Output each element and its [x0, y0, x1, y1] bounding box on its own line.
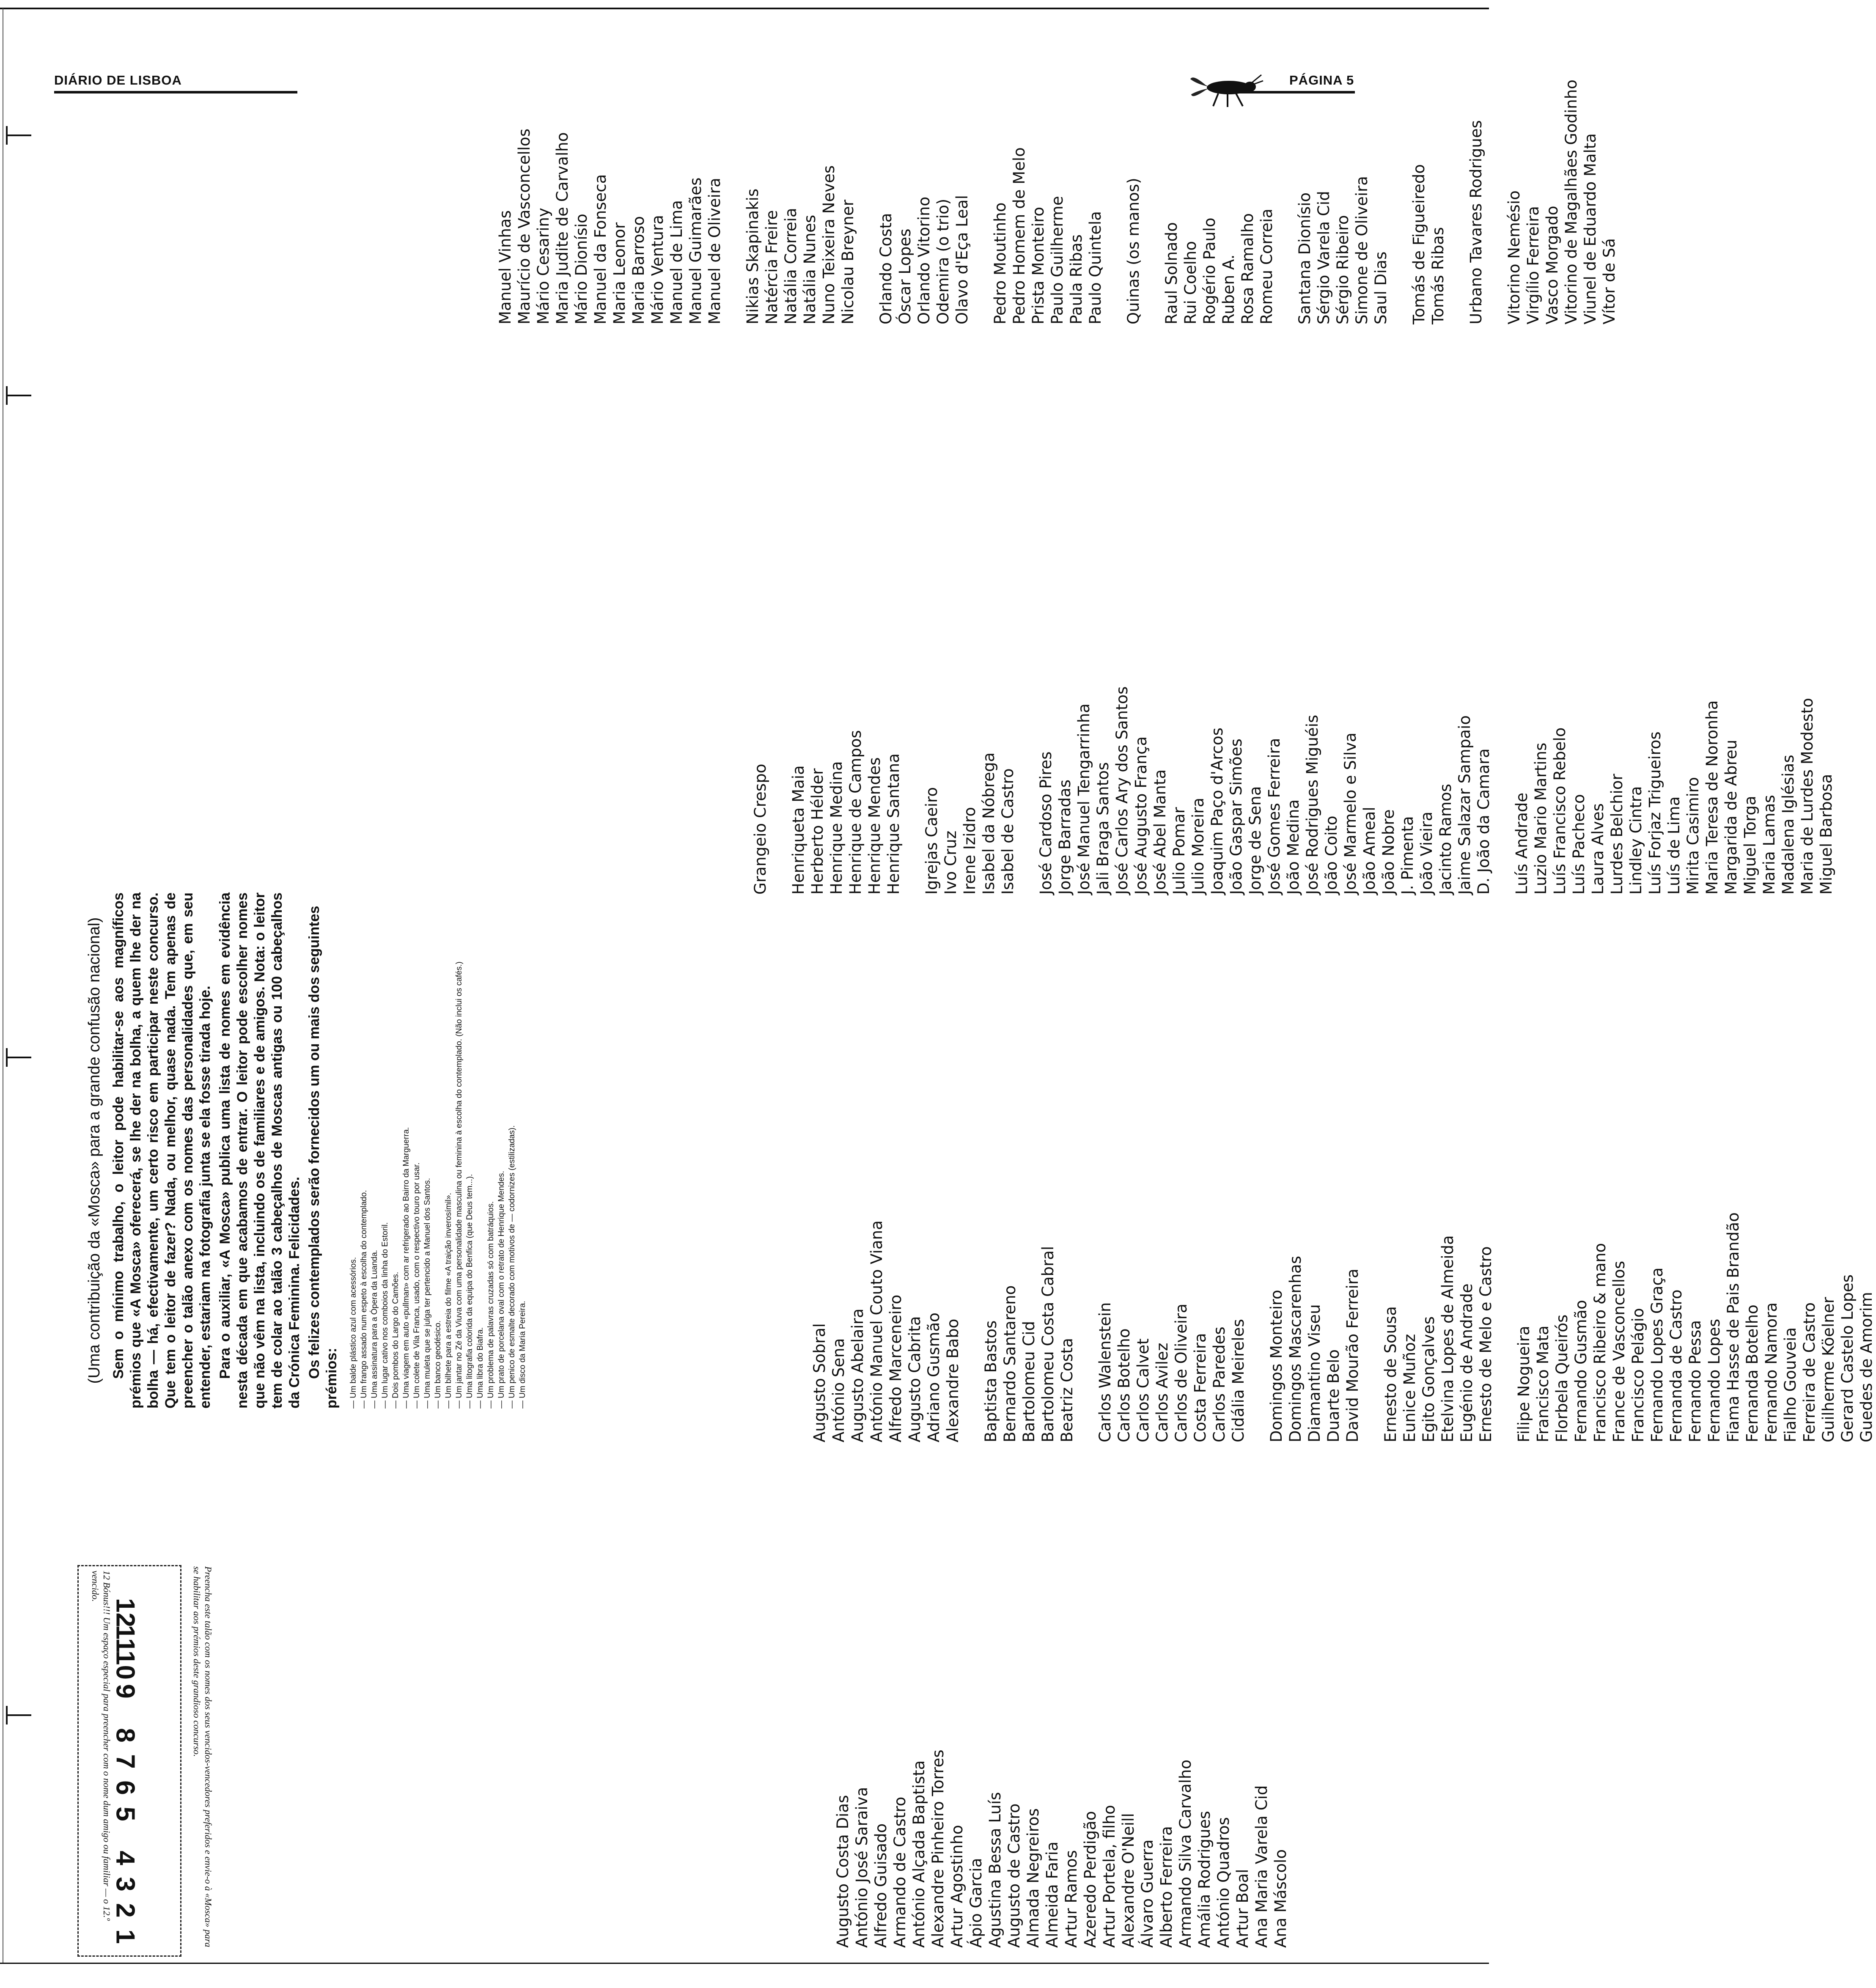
- prize-item: — Dois pombos do Largo do Camões.: [390, 892, 401, 1409]
- person-name: Eugénio de Andrade: [1458, 1283, 1476, 1442]
- person-name: Fernanda de Castro: [1667, 1289, 1685, 1442]
- person-name: D. João da Camara: [1475, 748, 1493, 895]
- person-name: Carlos de Oliveira: [1172, 1303, 1190, 1442]
- person-name: Bartolomeu Cid: [1020, 1321, 1038, 1442]
- person-name: Prista Monteiro: [1029, 207, 1047, 324]
- person-name: Ernesto de Melo e Castro: [1477, 1246, 1495, 1442]
- coupon-slot-number: 12: [110, 1598, 140, 1627]
- prize-item: — Uma assinatura para a Ópera da Luanda.: [369, 892, 380, 1409]
- person-name: Saul Dias: [1372, 251, 1390, 324]
- person-name: Fialho Gouveia: [1781, 1327, 1799, 1442]
- person-name: Tomás de Figueiredo: [1410, 164, 1428, 324]
- person-name: João Gaspar Simões: [1227, 739, 1245, 895]
- group-spacer: [962, 977, 981, 1442]
- person-name: Almada Negreiros: [1024, 1808, 1042, 1948]
- person-name: Viunel de Eduardo Malta: [1581, 133, 1599, 324]
- person-name: Ana Máscolo: [1272, 1849, 1290, 1948]
- person-name: Francisco Mata: [1534, 1325, 1552, 1442]
- person-name: António Manuel Couto Viana: [868, 1220, 886, 1442]
- person-name: Fernando Lopes Graça: [1648, 1267, 1666, 1442]
- person-name: Raul Solnado: [1162, 222, 1181, 324]
- person-name: Rogério Paulo: [1200, 217, 1219, 324]
- coupon-slot-number: 11: [110, 1625, 140, 1653]
- person-name: Alfredo Marceneiro: [887, 1294, 905, 1442]
- person-name: Jorge Barradas: [1056, 779, 1074, 895]
- person-name: Virgílio Ferreira: [1524, 206, 1542, 324]
- paper-name: DIÁRIO DE LISBOA: [54, 73, 182, 88]
- coupon-slot-number: 2: [110, 1903, 140, 1918]
- person-name: Pedro Moutinho: [991, 202, 1009, 324]
- person-name: Etelvina Lopes de Almeida: [1439, 1235, 1457, 1442]
- person-name: Henrique de Campos: [846, 730, 865, 895]
- prizes-list: [348, 892, 528, 1409]
- person-name: Joaquim Paço d'Arcos: [1208, 728, 1226, 895]
- person-name: Egito Gonçalves: [1420, 1316, 1438, 1442]
- person-name: Maria Barroso: [629, 216, 648, 324]
- person-name: Luís de Lima: [1665, 796, 1683, 895]
- person-name: Henrique Medina: [827, 761, 846, 895]
- person-name: Orlando Vitorino: [915, 196, 933, 324]
- person-name: Julio Moreira: [1189, 797, 1207, 895]
- person-name: Alexandre Babo: [944, 1318, 962, 1442]
- person-name: António José Saraiva: [853, 1787, 871, 1948]
- person-name: Ivo Cruz: [942, 830, 960, 895]
- person-name: Henriqueta Maia: [789, 765, 808, 895]
- person-name: Herberto Hélder: [808, 768, 827, 895]
- person-name: Paulo Quintela: [1086, 211, 1104, 324]
- person-name: Sérgio Varela Cid: [1315, 191, 1333, 324]
- person-name: Cidália Meireles: [1229, 1319, 1247, 1442]
- person-name: Baptista Bastos: [982, 1320, 1000, 1442]
- person-name: Jorge de Sena: [1246, 786, 1264, 895]
- coupon-slot-number: 1: [110, 1929, 140, 1944]
- person-name: Diamantino Viseu: [1305, 1304, 1324, 1442]
- person-name: Margarida de Abreu: [1722, 739, 1740, 895]
- person-name: Guedes de Amorim: [1857, 1292, 1876, 1442]
- person-name: Mário Cesariny: [534, 208, 552, 324]
- intro-paragraph-2: Para o auxiliar, «A Mosca» publica uma lista de nomes em evidência nesta década em que acabamos de entrar. O leitor pode escolher nomes que não vêm na lista, incluindo os de familiares e de amigos. Nota: o leitor tem de colar ao talão 3 cabeçalhos de Moscas antigas ou 100 cabeçalhos da Crónica Feminina. Felicidades.: [217, 892, 302, 1409]
- group-spacer: [1248, 977, 1267, 1442]
- intro-block: [85, 892, 527, 1409]
- person-name: Adriano Gusmão: [925, 1313, 943, 1442]
- person-name: José Carlos Ary dos Santos: [1113, 686, 1131, 895]
- person-name: Laura Alves: [1589, 803, 1607, 895]
- person-name: Ápio Garcia: [967, 1858, 985, 1948]
- person-name: J. Pimenta: [1398, 816, 1417, 895]
- person-name: Natália Nunes: [801, 214, 819, 324]
- person-name: Olavo d'Eça Leal: [953, 195, 971, 324]
- person-name: Mário Ventura: [648, 215, 667, 324]
- person-name: Sérgio Ribeiro: [1334, 215, 1352, 324]
- coupon-instructions: Preencha este talão com os nomes dos seus vencidos-vencedores preferidos e envie-o à «Mosca» para se habilitar aos prémios deste grandioso concurso.: [192, 1566, 214, 1947]
- person-name: Costa Ferreira: [1191, 1333, 1209, 1442]
- person-name: João Coito: [1322, 816, 1340, 895]
- person-name: Isabel da Nóbrega: [980, 752, 998, 895]
- prize-item: — Um problema de palavras cruzadas só com batráquios.: [486, 892, 496, 1409]
- person-name: Luís Forjaz Trigueiros: [1646, 731, 1664, 895]
- person-name: Manuel de Oliveira: [706, 178, 724, 324]
- person-name: Maria Judite de Carvalho: [553, 132, 571, 324]
- person-name: Vitorino de Magalhães Godinho: [1562, 80, 1580, 324]
- person-name: António Sena: [830, 1338, 848, 1442]
- person-name: Armando de Castro: [891, 1796, 909, 1948]
- coupon-slot-number: 4: [110, 1851, 140, 1865]
- prize-item: — Um frango assado num espeto à escolha do contemplado.: [359, 892, 369, 1409]
- person-name: Maria Leonor: [610, 222, 629, 324]
- person-name: Jaime Salazar Sampaio: [1456, 715, 1474, 895]
- person-name: Pedro Homem de Melo: [1010, 147, 1028, 324]
- person-name: Fernando Lopes: [1705, 1318, 1723, 1442]
- person-name: Domingos Monteiro: [1267, 1290, 1285, 1442]
- person-name: Nuno Teixeira Neves: [820, 165, 838, 324]
- person-name: Ruben A.: [1220, 254, 1238, 324]
- person-name: Lindley Cintra: [1627, 786, 1645, 895]
- person-name: Artur Boal: [1233, 1869, 1252, 1948]
- person-name: Manuel da Fonseca: [591, 174, 610, 324]
- person-name: Rui Coelho: [1181, 241, 1200, 324]
- person-name: Azeredo Perdigão: [1081, 1811, 1099, 1948]
- group-spacer: [1448, 0, 1467, 324]
- group-spacer: [1486, 0, 1505, 324]
- person-name: Francisco Pelágio: [1629, 1308, 1647, 1442]
- names-column-1: [833, 1470, 1290, 1948]
- person-name: Carlos Paredes: [1210, 1326, 1228, 1442]
- prize-item: — Um colete de Vila Franca, usado, com o respectivo touro por usar.: [412, 892, 422, 1409]
- prize-item: — Um balde plástico azul com acessórios.: [348, 892, 359, 1409]
- person-name: Quinas (os manos): [1124, 178, 1143, 324]
- group-spacer: [1276, 0, 1295, 324]
- person-name: Alexandre O'Neill: [1119, 1813, 1137, 1948]
- coupon-slot-number: 9: [110, 1684, 140, 1699]
- person-name: Lurdes Belchior: [1608, 774, 1626, 895]
- group-spacer: [857, 0, 876, 324]
- person-name: Francisco Ribeiro & mano: [1591, 1243, 1609, 1442]
- person-name: Paula Ribas: [1067, 234, 1085, 324]
- coupon-slot-number: 7: [110, 1754, 140, 1769]
- person-name: Augusto Costa Dias: [834, 1795, 852, 1948]
- group-spacer: [1105, 0, 1124, 324]
- person-name: Augusto de Castro: [1005, 1803, 1023, 1948]
- person-name: Urbano Tavares Rodrigues: [1467, 120, 1485, 324]
- person-name: Alfredo Guisado: [872, 1823, 890, 1948]
- person-name: Artur Ramos: [1062, 1850, 1080, 1948]
- person-name: Ernesto de Sousa: [1382, 1306, 1400, 1442]
- names-column-3: [751, 429, 1836, 895]
- person-name: Bernardo Santareno: [1001, 1285, 1019, 1442]
- person-name: José Gomes Ferreira: [1265, 738, 1283, 895]
- person-name: Nikias Skapinakis: [744, 188, 762, 324]
- person-name: Guilherme Köelner: [1819, 1297, 1838, 1442]
- prize-item: — Um disco da Maria Pereira.: [517, 892, 528, 1409]
- person-name: Ana Maria Varela Cid: [1252, 1785, 1271, 1948]
- group-spacer: [770, 429, 789, 895]
- person-name: Eunice Muñoz: [1401, 1334, 1419, 1442]
- coupon-slot-number: 10: [110, 1650, 140, 1680]
- person-name: Carlos Avilez: [1153, 1343, 1171, 1442]
- person-name: Henrique Mendes: [865, 757, 884, 895]
- person-name: Luís Francisco Rebelo: [1551, 727, 1569, 895]
- person-name: José Abel Manta: [1151, 769, 1169, 895]
- person-name: Manuel de Lima: [667, 200, 686, 324]
- person-name: Bartolomeu Costa Cabral: [1039, 1246, 1057, 1442]
- prize-item: — Um penico de esmalte decorado com motivos de — codornizes (estilizadas).: [507, 892, 517, 1409]
- person-name: Almeida Faria: [1043, 1841, 1061, 1948]
- person-name: Rosa Ramalho: [1239, 213, 1257, 324]
- prize-item: — Uma muleta que se julga ter pertencido a Manuel dos Santos.: [422, 892, 433, 1409]
- person-name: João Nobre: [1379, 809, 1398, 895]
- person-name: Artur Agostinho: [948, 1825, 966, 1948]
- person-name: Mário Dionísio: [572, 214, 591, 324]
- person-name: João Medina: [1284, 799, 1302, 895]
- prize-item: — Um jantar no Zé da Viuva com uma personalidade masculina ou feminina à escolha do contemplado. (Não inclui os cafés.): [454, 892, 464, 1409]
- person-name: Nicolau Breyner: [839, 200, 857, 324]
- person-name: Artur Portela, filho: [1100, 1805, 1118, 1948]
- person-name: Gerard Castelo Lopes: [1838, 1274, 1857, 1442]
- person-name: Augusto Sobral: [810, 1323, 829, 1442]
- person-name: Orlando Costa: [877, 213, 895, 324]
- person-name: Manuel Vinhas: [496, 210, 514, 324]
- names-column-4: [496, 0, 1619, 324]
- person-name: Fernando Gusmão: [1572, 1300, 1590, 1442]
- person-name: Natália Correia: [782, 208, 800, 324]
- person-name: Luzio Mario Martins: [1532, 742, 1550, 895]
- person-name: Fernando Pessa: [1686, 1320, 1704, 1442]
- person-name: Alexandre Pinheiro Torres: [929, 1749, 947, 1948]
- person-name: Odemira (o trio): [934, 198, 952, 324]
- person-name: Augusto Abelaira: [849, 1308, 867, 1442]
- group-spacer: [1493, 429, 1512, 895]
- person-name: Beatriz Costa: [1058, 1338, 1076, 1442]
- margin-mark-4: [5, 1702, 35, 1728]
- person-name: Alberto Ferreira: [1157, 1826, 1176, 1948]
- margin-mark-3: [5, 1045, 35, 1070]
- person-name: Jali Braga Santos: [1094, 762, 1112, 895]
- prize-item: — Um bilhete para a estreia do filme «A traição inverosímil».: [443, 892, 454, 1409]
- person-name: Carlos Botelho: [1115, 1328, 1133, 1442]
- person-name: Fernanda Botelho: [1743, 1304, 1761, 1442]
- group-spacer: [1390, 0, 1409, 324]
- person-name: Miguel Torga: [1741, 796, 1759, 895]
- prize-item: — Uma libra do Biafra.: [475, 892, 486, 1409]
- person-name: Isabel de Castro: [999, 768, 1017, 895]
- person-name: Fernando Namora: [1762, 1302, 1780, 1442]
- person-name: Romeu Correia: [1258, 209, 1276, 324]
- person-name: Simone de Oliveira: [1353, 176, 1371, 324]
- bottom-border-rule: [0, 1963, 1489, 1964]
- person-name: Luís Pacheco: [1570, 794, 1588, 895]
- person-name: Agustina Bessa Luís: [986, 1792, 1004, 1948]
- person-name: Filipe Nogueira: [1515, 1326, 1533, 1442]
- person-name: Vitorino Nemésio: [1505, 190, 1523, 324]
- person-name: Duarte Belo: [1324, 1349, 1343, 1442]
- margin-mark-2: [5, 383, 35, 408]
- entry-coupon[interactable]: [77, 1565, 214, 1957]
- prizes-heading: Os felizes contemplados serão fornecidos um ou mais dos seguintes prémios:: [306, 906, 340, 1409]
- person-name: Miguel Barbosa: [1817, 774, 1835, 895]
- group-spacer: [1017, 429, 1036, 895]
- prize-item: — Um lugar cativo nos comboios da linha do Estoril.: [380, 892, 390, 1409]
- page-label: PÁGINA 5: [1289, 73, 1354, 88]
- person-name: João Ameal: [1360, 807, 1379, 895]
- person-name: Carlos Walenstein: [1096, 1302, 1114, 1442]
- person-name: Vítor de Sá: [1600, 238, 1618, 324]
- group-spacer: [724, 0, 743, 324]
- person-name: Vasco Morgado: [1543, 206, 1561, 324]
- person-name: António Quadros: [1214, 1817, 1233, 1948]
- person-name: José Rodrigues Miguéis: [1303, 714, 1321, 895]
- coupon-bonus-note: 12 Bónus!!! Um espaço especial para preencher com o nome dum amigo ou familiar — o 12.º vencido.: [90, 1571, 112, 1921]
- header-underline-left: [54, 91, 297, 93]
- person-name: José Augusto França: [1132, 736, 1150, 895]
- person-name: José Manuel Tengarrinha: [1075, 703, 1093, 895]
- person-name: Mirita Casimiro: [1684, 777, 1702, 895]
- person-name: Álvaro Guerra: [1138, 1839, 1156, 1948]
- person-name: France de Vasconcellos: [1610, 1260, 1628, 1442]
- person-name: Paulo Guilherme: [1048, 196, 1066, 324]
- person-name: Santana Dionísio: [1296, 192, 1314, 324]
- person-name: Julio Pomar: [1170, 807, 1188, 895]
- person-name: Manuel Guimarães: [687, 177, 705, 324]
- person-name: Igrejas Caeiro: [923, 787, 941, 895]
- person-name: Ferreira de Castro: [1800, 1302, 1818, 1442]
- group-spacer: [1143, 0, 1162, 324]
- group-spacer: [1077, 977, 1096, 1442]
- group-spacer: [1495, 977, 1514, 1442]
- person-name: Irene Izidro: [961, 807, 979, 895]
- person-name: Armando Silva Carvalho: [1176, 1760, 1195, 1948]
- person-name: Luís Andrade: [1513, 792, 1531, 895]
- intro-paragraph-1: Sem o mínimo trabalho, o leitor pode habilitar-se aos magníficos prémios que «A Mosca» oferecerá, se lhe der na bolha, a quem lhe der na bolha — há, efectivamente, um certo risco em participar neste concurso. Que tem o leitor de fazer? Nada, ou melhor, quase nada. Tem apenas de preencher o talão anexo com os nomes das personalidades que, em seu entender, estariam na fotografia junta se ela fosse tirada hoje.: [110, 892, 213, 1409]
- person-name: Tomás Ribas: [1429, 227, 1447, 324]
- prize-item: — Uma litografia colorida da equipa do Benfica (que Deus tem...).: [464, 892, 475, 1409]
- intro-caption: (Uma contribuição da «Mosca» para a grande confusão nacional): [85, 917, 103, 1384]
- person-name: António Alçada Baptista: [910, 1760, 928, 1948]
- person-name: Maria Lamas: [1760, 795, 1778, 895]
- person-name: Florbela Queirós: [1553, 1314, 1571, 1442]
- person-name: Domingos Mascarenhas: [1286, 1256, 1305, 1442]
- person-name: Natércia Freire: [763, 210, 781, 324]
- names-column-2: [810, 977, 1876, 1442]
- person-name: Jacinto Ramos: [1437, 783, 1455, 895]
- person-name: Madalena Iglésias: [1779, 755, 1797, 895]
- prize-item: — Um prato de porcelana oval com o retrato de Henrique Mendes.: [496, 892, 507, 1409]
- prize-item: — Uma viagem em auto «pullman» com ar refrigerado ao Bairro da Marguerra.: [401, 892, 412, 1409]
- group-spacer: [903, 429, 922, 895]
- person-name: José Cardoso Pires: [1037, 751, 1055, 895]
- person-name: Grangeio Crespo: [751, 763, 769, 895]
- person-name: Fiama Hasse de Pais Brandão: [1724, 1212, 1742, 1442]
- coupon-slot-number: 8: [110, 1728, 140, 1743]
- coupon-slot-number: 3: [110, 1877, 140, 1892]
- person-name: Amália Rodrigues: [1195, 1811, 1214, 1948]
- person-name: Maurício de Vasconcellos: [515, 129, 533, 324]
- coupon-slot-number: 5: [110, 1807, 140, 1821]
- person-name: Óscar Lopes: [896, 228, 914, 324]
- margin-mark-1: [5, 123, 35, 148]
- coupon-slot-number: 6: [110, 1780, 140, 1795]
- person-name: José Marmelo e Silva: [1341, 732, 1360, 895]
- person-name: David Mourão Ferreira: [1343, 1269, 1362, 1442]
- person-name: Carlos Calvet: [1134, 1338, 1152, 1442]
- person-name: Henrique Santana: [884, 753, 903, 895]
- person-name: Maria Teresa de Noronha: [1703, 700, 1721, 895]
- person-name: Augusto Cabrita: [906, 1316, 924, 1442]
- prize-item: — Um banco geodésico.: [433, 892, 443, 1409]
- group-spacer: [1362, 977, 1381, 1442]
- person-name: Maria de Lurdes Modesto: [1798, 697, 1816, 895]
- group-spacer: [972, 0, 991, 324]
- person-name: João Vieira: [1417, 811, 1436, 895]
